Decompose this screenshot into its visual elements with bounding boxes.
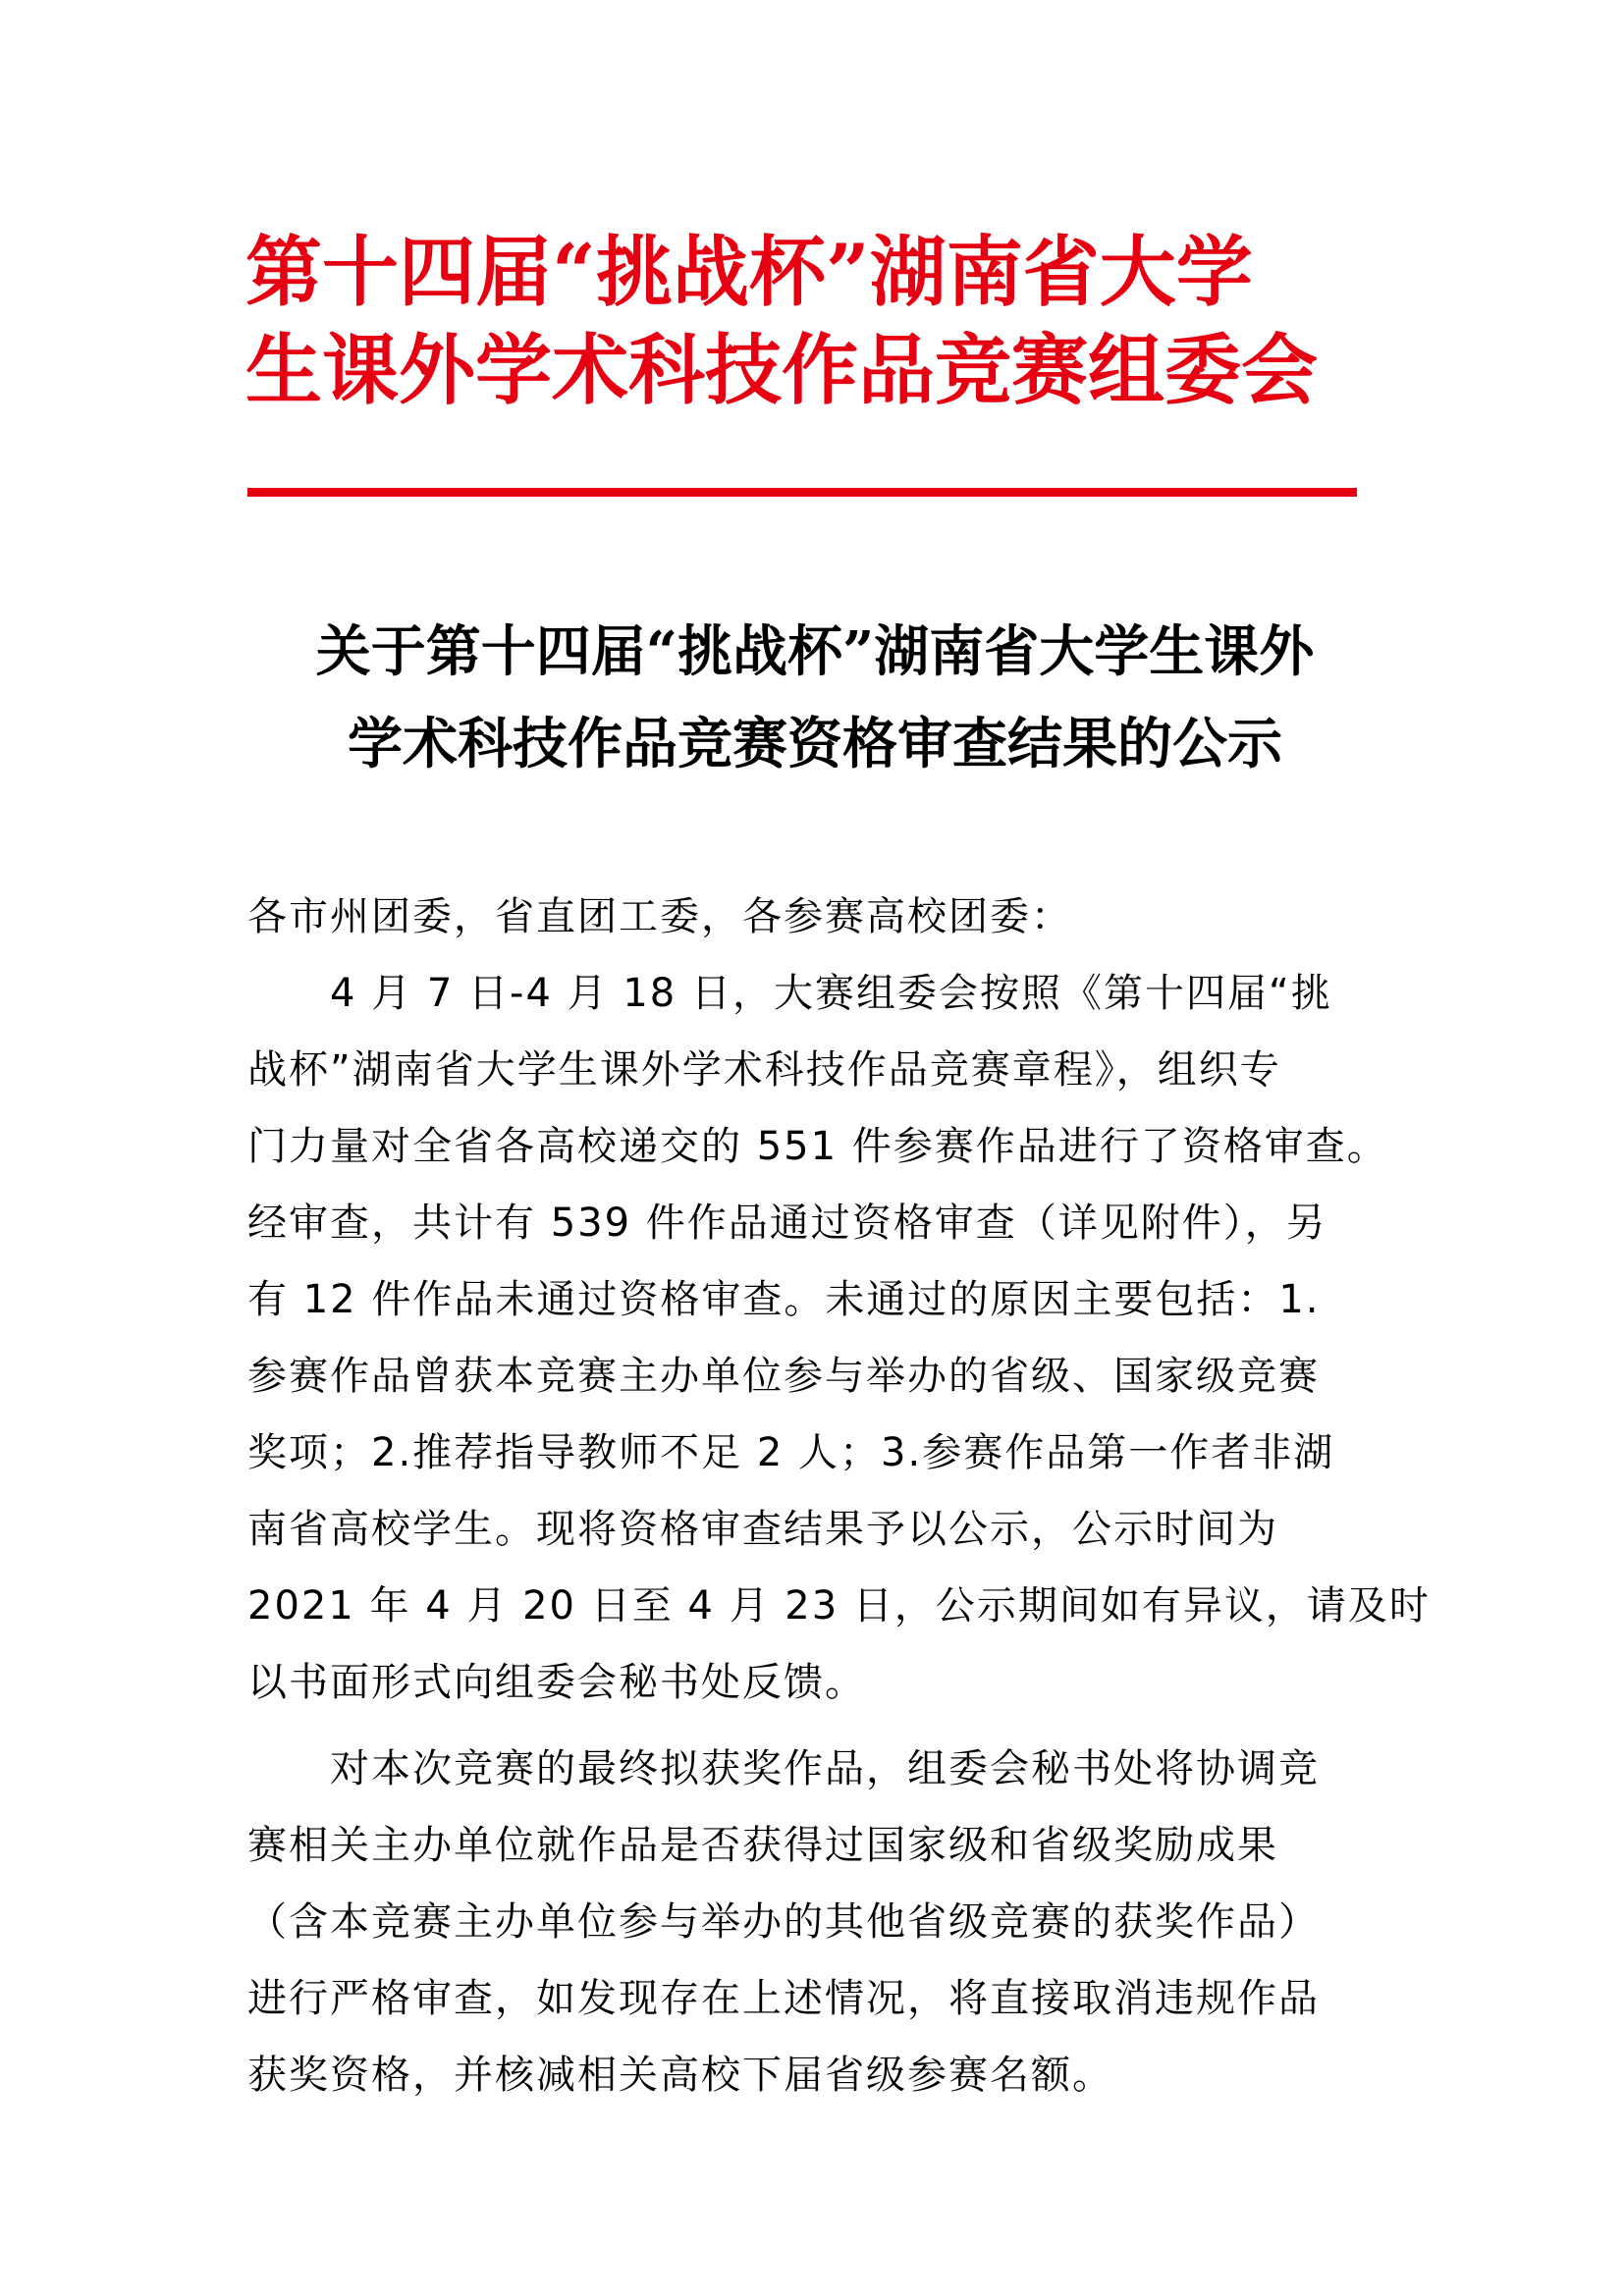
paragraph-line: 以书面形式向组委会秘书处反馈。 [247,1660,866,1705]
masthead-line: 生课外学术科技作品竞赛组委会 [245,326,1319,415]
paragraph-line: 经审查，共计有 539 件作品通过资格审查（详见附件），另 [247,1201,1327,1246]
title-line: 学术科技作品竞赛资格审查结果的公示 [348,712,1282,776]
paragraph-line: 获奖资格，并核减相关高校下届省级参赛名额。 [247,2053,1113,2098]
red-divider-rule [247,488,1357,497]
paragraph-line: 奖项；2.推荐指导教师不足 2 人；3.参赛作品第一作者非湖 [247,1430,1335,1475]
paragraph-line: 进行严格审查，如发现存在上述情况，将直接取消违规作品 [247,1976,1320,2021]
masthead-header [245,224,1384,420]
paragraph-line: （含本竞赛主办单位参与举办的其他省级竞赛的获奖作品） [247,1899,1320,1945]
salutation-line: 各市州团委，省直团工委，各参赛高校团委： [247,894,1072,939]
paragraph-line: 4 月 7 日-4 月 18 日，大赛组委会按照《第十四届“挑 [330,971,1332,1016]
paragraph-line: 赛相关主办单位就作品是否获得过国家级和省级奖励成果 [247,1823,1278,1868]
paragraph-line: 参赛作品曾获本竞赛主办单位参与举办的省级、国家级竞赛 [247,1354,1320,1399]
title-line: 关于第十四届“挑战杯”湖南省大学生课外 [315,619,1315,684]
paragraph-qualification-review [247,955,1431,1721]
document-title [236,606,1394,790]
masthead-line: 第十四届“挑战杯”湖南省大学 [245,228,1253,317]
paragraph-final-review [247,1731,1416,2113]
paragraph-line: 战杯”湖南省大学生课外学术科技作品竞赛章程》，组织专 [247,1047,1281,1093]
paragraph-line: 对本次竞赛的最终拟获奖作品，组委会秘书处将协调竞 [330,1746,1320,1791]
paragraph-line: 有 12 件作品未通过资格审查。未通过的原因主要包括：1. [247,1277,1321,1322]
paragraph-line: 门力量对全省各高校递交的 551 件参赛作品进行了资格审查。 [247,1124,1388,1169]
salutation [247,879,1416,955]
document-body [247,879,1431,2113]
paragraph-line: 2021 年 4 月 20 日至 4 月 23 日，公示期间如有异议，请及时 [247,1583,1431,1629]
paragraph-line: 南省高校学生。现将资格审查结果予以公示，公示时间为 [247,1507,1278,1552]
